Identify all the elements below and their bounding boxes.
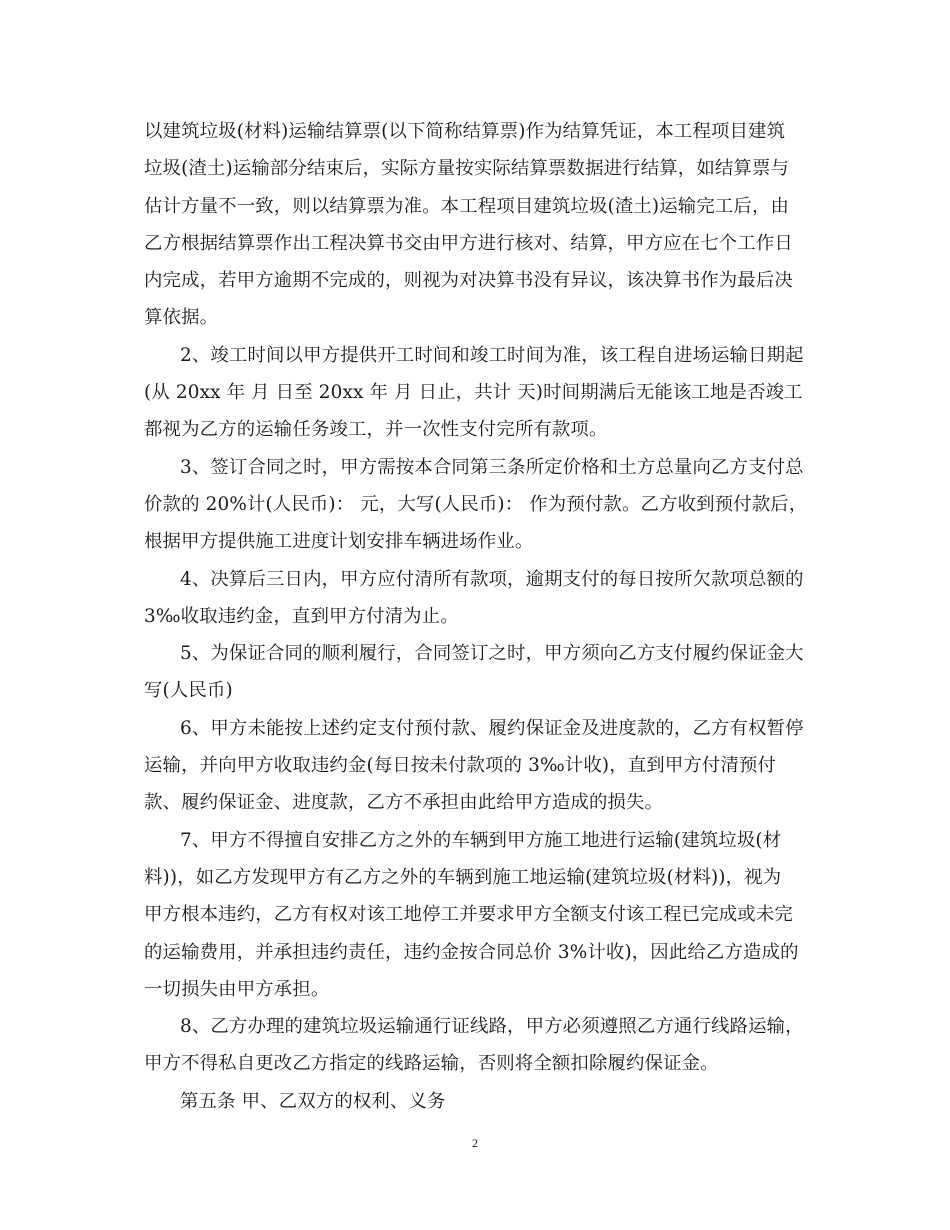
text-line: (从 20xx 年 月 日至 20xx 年 月 日止，共计 天)时间期满后无能该工地是否竣工 (144, 382, 803, 404)
text-line: 款、履约保证金、进度款，乙方不承担由此给甲方造成的损失。 (144, 792, 664, 814)
clause-3-line: 3、签订合同之时，甲方需按本合同第三条所定价格和土方总量向乙方支付总 (180, 456, 804, 478)
text-line: 垃圾(渣土)运输部分结束后，实际方量按实际结算票数据进行结算，如结算票与 (144, 158, 790, 180)
text-line: 内完成，若甲方逾期不完成的，则视为对决算书没有异议，该决算书作为最后决 (144, 270, 793, 292)
text-line: 的运输费用，并承担违约责任，违约金按合同总价 3%计收)，因此给乙方造成的 (144, 941, 799, 963)
text-line: 估计方量不一致，则以结算票为准。本工程项目建筑垃圾(渣土)运输完工后，由 (144, 195, 790, 217)
text-line: 都视为乙方的运输任务竣工，并一次性支付完所有款项。 (144, 419, 608, 441)
text-line: 运输，并向甲方收取违约金(每日按未付款项的 3‰计收)，直到甲方付清预付 (144, 755, 777, 777)
clause-2-line: 2、竣工时间以甲方提供开工时间和竣工时间为准，该工程自进场运输日期起 (180, 344, 804, 366)
clause-5-line: 5、为保证合同的顺利履行，合同签订之时，甲方须向乙方支付履约保证金大 (180, 643, 804, 665)
clause-4-line: 4、决算后三日内，甲方应付清所有款项，逾期支付的每日按所欠款项总额的 (180, 568, 804, 590)
text-line: 价款的 20%计(人民币)： 元，大写(人民币)： 作为预付款。乙方收到预付款后， (144, 493, 808, 515)
text-line: 以建筑垃圾(材料)运输结算票(以下简称结算票)作为结算凭证，本工程项目建筑 (144, 121, 786, 142)
clause-8-line: 8、乙方办理的建筑垃圾运输通行证线路，甲方必须遵照乙方通行线路运输， (180, 1016, 804, 1038)
text-line: 甲方不得私自更改乙方指定的线路运输，否则将全额扣除履约保证金。 (144, 1053, 719, 1075)
text-line: 一切损失由甲方承担。 (144, 978, 330, 1000)
clause-7-line: 7、甲方不得擅自安排乙方之外的车辆到甲方施工地进行运输(建筑垃圾(材 (180, 829, 782, 851)
section-heading: 第五条 甲、乙双方的权利、义务 (180, 1090, 446, 1112)
text-line: 写(人民币) (144, 680, 233, 702)
text-line: 乙方根据结算票作出工程决算书交由甲方进行核对、结算，甲方应在七个工作日 (144, 232, 793, 254)
document-body (144, 113, 816, 1120)
text-line: 3‰收取违约金，直到甲方付清为止。 (144, 605, 459, 627)
text-line: 料))，如乙方发现甲方有乙方之外的车辆到施工地运输(建筑垃圾(材料))，视为 (144, 866, 782, 888)
page-number: 2 (472, 1136, 478, 1150)
text-line: 算依据。 (144, 307, 219, 329)
text-line: 根据甲方提供施工进度计划安排车辆进场作业。 (144, 531, 534, 553)
text-line: 甲方根本违约，乙方有权对该工地停工并要求甲方全额支付该工程已完成或未完 (144, 904, 793, 926)
clause-6-line: 6、甲方未能按上述约定支付预付款、履约保证金及进度款的，乙方有权暂停 (180, 717, 804, 739)
